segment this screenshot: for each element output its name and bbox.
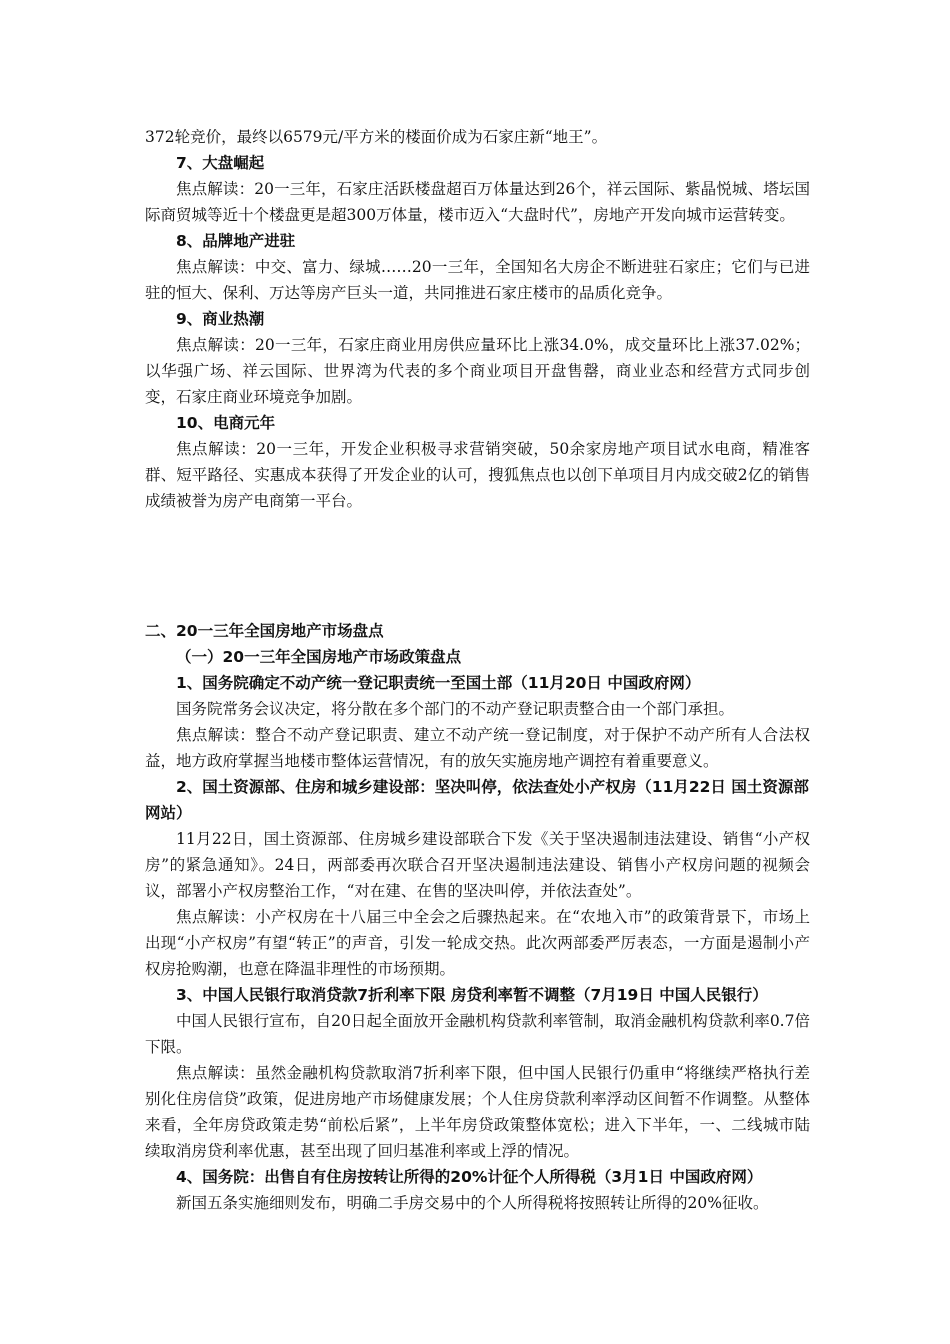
policy-heading-4: 4、国务院：出售自有住房按转让所得的20%计征个人所得税（3月1日 中国政府网） — [176, 1168, 763, 1186]
item-text-8: 焦点解读：中交、富力、绿城……20一三年，全国知名大房企不断进驻石家庄；它们与已进驻的恒大、保利、万达等房产巨头一道，共同推进石家庄楼市的品质化竞争。 — [145, 258, 810, 302]
item-text-7: 焦点解读：20一三年，石家庄活跃楼盘超百万体量达到26个，祥云国际、紫晶悦城、塔坛国际商贸城等近十个楼盘更是超300万体量，楼市迈入“大盘时代”，房地产开发向城市运营转变。 — [145, 180, 810, 224]
section-title: 二、20一三年全国房地产市场盘点 — [145, 622, 384, 640]
policy-text-3a: 中国人民银行宣布，自20日起全面放开金融机构贷款利率管制，取消金融机构贷款利率0.7倍下限。 — [145, 1012, 810, 1056]
policy-text-2b: 焦点解读：小产权房在十八届三中全会之后骤热起来。在“农地入市”的政策背景下，市场上出现“小产权房”有望“转正”的声音，引发一轮成交热。此次两部委严厉表态，一方面是遏制小产权房抢购潮，也意在降温非理性的市场预期。 — [145, 908, 810, 978]
item-heading-10: 10、电商元年 — [176, 414, 276, 432]
policy-text-2a: 11月22日，国土资源部、住房城乡建设部联合下发《关于坚决遏制违法建设、销售“小产权房”的紧急通知》。24日，两部委再次联合召开坚决遏制违法建设、销售小产权房问题的视频会议，部署小产权房整治工作，“对在建、在售的坚决叫停，并依法查处”。 — [145, 830, 810, 900]
item-heading-8: 8、品牌地产进驻 — [176, 232, 296, 250]
policy-heading-3: 3、中国人民银行取消贷款7折利率下限 房贷利率暂不调整（7月19日 中国人民银行） — [176, 986, 768, 1004]
policy-text-1a: 国务院常务会议决定，将分散在多个部门的不动产登记职责整合由一个部门承担。 — [176, 700, 735, 718]
item-text-9: 焦点解读：20一三年，石家庄商业用房供应量环比上涨34.0%，成交量环比上涨37.02%；以华强广场、祥云国际、世界湾为代表的多个商业项目开盘售罄，商业业态和经营方式同步创变，石家庄商业环境竞争加剧。 — [145, 336, 810, 406]
policy-heading-1: 1、国务院确定不动产统一登记职责统一至国土部（11月20日 中国政府网） — [176, 674, 701, 692]
policy-heading-2: 2、国土资源部、住房和城乡建设部：坚决叫停，依法查处小产权房（11月22日 国土资源部网站） — [145, 778, 809, 822]
item-heading-7: 7、大盘崛起 — [176, 154, 265, 172]
subsection-title: （一）20一三年全国房地产市场政策盘点 — [176, 648, 462, 666]
continued-paragraph: 372轮竞价，最终以6579元/平方米的楼面价成为石家庄新“地王”。 — [145, 128, 608, 146]
policy-text-4a: 新国五条实施细则发布，明确二手房交易中的个人所得税将按照转让所得的20%征收。 — [176, 1194, 769, 1212]
document-body — [145, 124, 810, 1216]
item-text-10: 焦点解读：20一三年，开发企业积极寻求营销突破，50余家房地产项目试水电商，精准客群、短平路径、实惠成本获得了开发企业的认可，搜狐焦点也以创下单项目月内成交破2亿的销售成绩被誉为房产电商第一平台。 — [145, 440, 810, 510]
policy-text-3b: 焦点解读：虽然金融机构贷款取消7折利率下限，但中国人民银行仍重申“将继续严格执行差别化住房信贷”政策，促进房地产市场健康发展；个人住房贷款利率浮动区间暂不作调整。从整体来看，全年房贷政策走势“前松后紧”，上半年房贷政策整体宽松；进入下半年，一、二线城市陆续取消房贷利率优惠，甚至出现了回归基准利率或上浮的情况。 — [145, 1064, 810, 1160]
item-heading-9: 9、商业热潮 — [176, 310, 265, 328]
section-gap — [145, 514, 810, 618]
policy-text-1b: 焦点解读：整合不动产登记职责、建立不动产统一登记制度，对于保护不动产所有人合法权益，地方政府掌握当地楼市整体运营情况，有的放矢实施房地产调控有着重要意义。 — [145, 726, 810, 770]
